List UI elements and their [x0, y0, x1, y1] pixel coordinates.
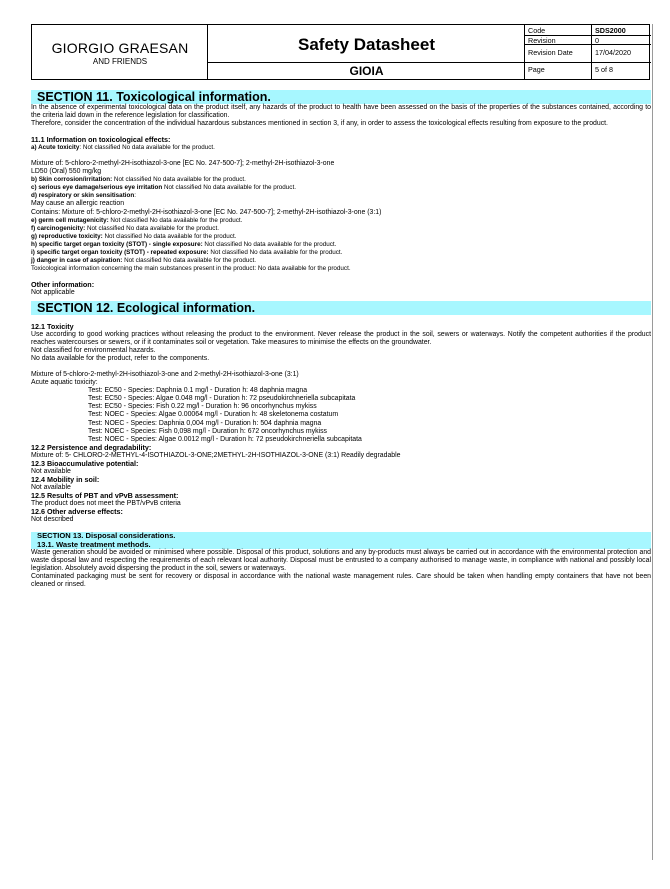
s12-subheading-3: 12.3 Bioaccumulative potential:: [31, 458, 139, 468]
item-text: Not classified No data available for the product.: [122, 256, 257, 264]
s11-subheading-1: 11.1 Information on toxicological effects:: [31, 135, 171, 145]
product-name: GIOIA: [349, 64, 384, 78]
section-13-title: SECTION 13. Disposal considerations.: [37, 531, 176, 541]
s12-p1: Use according to good working practices without releasing the product to the environment. Never release the product in the soil, sewers or waterways. Notify the competent authorities if the product reaches watercourses or sewers, or if it contaminates soil or vegetation. Take measures to minimise the effects on the groundwater.: [31, 331, 651, 347]
meta-row-page: [525, 63, 651, 79]
item-text: Not classified No data available for the product.: [162, 184, 296, 192]
s11-stot-single: [31, 241, 651, 249]
s12-subheading-2: 12.2 Persistence and degradability:: [31, 442, 152, 452]
s12-p23: Not available: [31, 467, 71, 475]
s12-test-list: [31, 387, 651, 443]
item-label: d) respiratory or skin sensitisation: [31, 192, 135, 200]
s11-eye-damage: [31, 184, 651, 192]
meta-table: [525, 25, 651, 79]
s12-acute: Acute aquatic toxicity:: [31, 379, 98, 387]
s11-acute-toxicity: [31, 144, 651, 152]
document-body: [31, 90, 651, 589]
s11-reproductive: [31, 233, 651, 241]
s12-p24: Not available: [31, 483, 71, 491]
item-label: f) carcinogenicity:: [31, 224, 86, 232]
item-text: Not classified No data available for the product.: [112, 176, 246, 184]
s12-subheading-4: 12.4 Mobility in soil:: [31, 474, 100, 484]
s11-carcinogenicity: [31, 225, 651, 233]
s11-skin-corrosion: [31, 176, 651, 184]
company-name: GIORGIO GRAESAN: [51, 40, 189, 56]
header-table: [31, 24, 650, 80]
s12-p3: No data available for the product, refer to the components.: [31, 355, 210, 363]
meta-row-revision-date: [525, 45, 651, 63]
document-page: [31, 24, 653, 860]
item-text: :: [134, 192, 136, 200]
section-11-heading: SECTION 11. Toxicological information.: [31, 90, 651, 104]
test-item: Test: NOEC - Species: Daphnia 0,004 mg/l - Duration h: 504 daphnia magna: [88, 419, 322, 427]
s12-p22: Mixture of: 5- CHLORO-2-METHYL-4-ISOTHIAZOL-3-ONE;2METHYL-2H-ISOTHIAZOL-3-ONE (3:1) Readily degradable: [31, 451, 401, 459]
item-label: i) specific target organ toxicity (STOT) - repeated exposure:: [31, 248, 209, 256]
meta-label: Page: [528, 65, 545, 74]
test-item: Test: EC50 - Species: Fish 0.22 mg/l - Duration h: 96 oncorhynchus mykiss: [88, 403, 317, 411]
s12-subheading-6: 12.6 Other adverse effects:: [31, 507, 123, 517]
s12-p25: The product does not meet the PBT/vPvB criteria: [31, 499, 181, 507]
test-item: Test: NOEC - Species: Fish 0,098 mg/l - Duration h: 672 oncorhynchus mykiss: [88, 427, 327, 435]
item-label: b) Skin corrosion/irritation:: [31, 176, 113, 184]
s12-p26: Not described: [31, 516, 74, 524]
meta-label: Revision Date: [528, 48, 573, 57]
s11-contains: Contains: Mixture of: 5-chloro-2-methyl-2H-isothiazol-3-one [EC No. 247-500-7]; 2-methyl-2H-isothiazol-3-one (3:1): [31, 208, 382, 216]
s11-intro: In the absence of experimental toxicological data on the product itself, any hazards of the product to health have been assessed on the basis of the properties of the substances contained, according to the criteria laid down in the reference legislation for classification.: [31, 104, 651, 120]
s11-other-heading: Other information:: [31, 279, 95, 289]
item-label: e) germ cell mutagenicity:: [31, 216, 109, 224]
meta-value: SDS2000: [595, 26, 626, 35]
s13-p1: Waste generation should be avoided or minimised where possible. Disposal of this product, solutions and any by-products must always be carried out in accordance with the environmental protection and waste disposal law and respecting the requirements of each relevant local authority. Disposal must be entrusted to a company authorised to manage waste, in compliance with national and possibly local legislation. Absolutely avoid dispersing the product in the soil, sewers or waterways.: [31, 549, 651, 573]
s12-mixture: Mixture of 5-chloro-2-methyl-2H-isothiazol-3-one and 2-methyl-2H-isothiazol-3-one (3:1): [31, 371, 299, 379]
s12-p2: Not classified for environmental hazards.: [31, 347, 156, 355]
s11-intro2: Therefore, consider the concentration of the individual hazardous substances mentioned in section 3, if any, in order to assess the toxicological effects resulting from exposure to the product.: [31, 120, 608, 128]
s12-subheading-1: 12.1 Toxicity: [31, 321, 74, 331]
s12-subheading-5: 12.5 Results of PBT and vPvB assessment:: [31, 490, 179, 500]
item-text: Not classified No data available for the product.: [85, 224, 219, 232]
s11-aspiration: [31, 257, 651, 265]
item-text: Not classified No data available for the product.: [102, 232, 237, 240]
s11-mutagenicity: [31, 217, 651, 225]
company-cell: [32, 25, 208, 79]
test-item: Test: EC50 - Species: Daphnia 0.1 mg/l - Duration h: 48 daphnia magna: [88, 387, 308, 395]
meta-label: Revision: [528, 36, 556, 45]
item-text: Not classified No data available for the product.: [108, 216, 243, 224]
item-label: h) specific target organ toxicity (STOT) - single exposure:: [31, 240, 203, 248]
document-title: Safety Datasheet: [297, 35, 435, 54]
s11-mixture: Mixture of: 5-chloro-2-methyl-2H-isothiazol-3-one [EC No. 247-500-7]; 2-methyl-2H-isothiazol-3-one: [31, 160, 335, 168]
s11-ld50: LD50 (Oral) 550 mg/kg: [31, 168, 102, 176]
section-13-heading: [31, 532, 651, 549]
s11-tox-info: Toxicological information concerning the main substances present in the product: No data available for the product.: [31, 264, 351, 272]
s11-stot-repeated: [31, 249, 651, 257]
product-cell: [208, 63, 525, 79]
item-text: : Not classified No data available for the product.: [79, 144, 215, 152]
item-text: Not classified No data available for the product.: [202, 240, 337, 248]
s13-p2: Contaminated packaging must be sent for recovery or disposal in accordance with the national waste management rules. Care should be taken when handling empty containers that have not been cleaned or rinsed.: [31, 573, 651, 589]
meta-row-revision: [525, 36, 651, 45]
meta-row-code: [525, 25, 651, 36]
test-item: Test: NOEC - Species: Algae 0.00064 mg/l - Duration h: 48 skeletonema costatum: [88, 411, 339, 419]
item-label: j) danger in case of aspiration:: [31, 256, 123, 264]
item-label: a) Acute toxicity: [31, 144, 80, 152]
meta-value: 17/04/2020: [595, 48, 631, 57]
meta-value: 5 of 8: [595, 65, 613, 74]
section-12-heading: SECTION 12. Ecological information.: [31, 301, 651, 315]
meta-label: Code: [528, 26, 546, 35]
company-subtitle: AND FRIENDS: [92, 57, 148, 66]
test-item: Test: NOEC - Species: Algae 0.0012 mg/l - Duration h: 72 pseudokirchneriella subcapitata: [88, 435, 362, 443]
item-label: g) reproductive toxicity:: [31, 232, 103, 240]
item-label: c) serious eye damage/serious eye irritation: [31, 184, 163, 192]
title-cell: [208, 25, 525, 63]
s11-allergic: May cause an allergic reaction: [31, 200, 125, 208]
s11-sensitisation: [31, 192, 651, 200]
test-item: Test: EC50 - Species: Algae 0.048 mg/l - Duration h: 72 pseudokirchneriella subcapitata: [88, 395, 356, 403]
item-text: Not classified No data available for the product.: [208, 248, 343, 256]
meta-value: 0: [595, 36, 599, 45]
s11-other-text: Not applicable: [31, 288, 75, 296]
s13-subheading-1: 13.1. Waste treatment methods.: [37, 539, 151, 549]
